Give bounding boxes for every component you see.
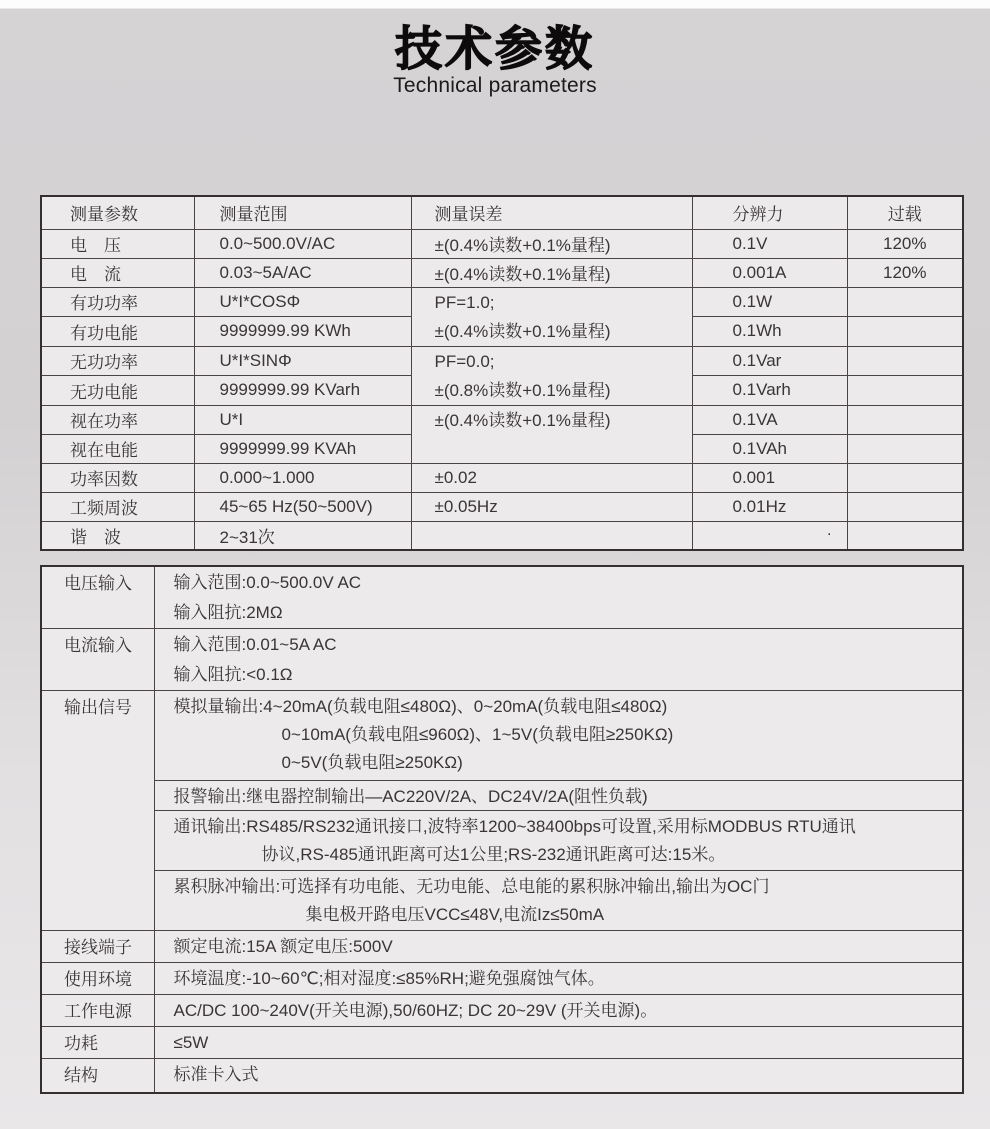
table-row-current — [41, 258, 963, 287]
param-cell: 无功电能 — [41, 376, 194, 406]
range-cell: U*I*SINΦ — [194, 346, 411, 376]
spec-row-output-signals — [41, 691, 963, 931]
range-cell: 45~65 Hz(50~500V) — [194, 492, 411, 521]
error-cell-merged-apparent: ±(0.4%读数+0.1%量程) — [411, 405, 692, 463]
resolution-cell — [692, 521, 847, 550]
spec-table — [40, 565, 964, 1094]
analog-output-subrow: 模拟量输出:4~20mA(负载电阻≤480Ω)、0~20mA(负载电阻≤480Ω) 0~10mA(负载电阻≤960Ω)、1~5V(负载电阻≥250KΩ) 0~5V(负载电阻≥250KΩ) — [173, 697, 674, 772]
column-header-error: 测量误差 — [411, 196, 692, 229]
spec-label: 结构 — [41, 1059, 154, 1093]
spec-row-power-supply — [41, 995, 963, 1027]
error-cell: ±0.02 — [411, 463, 692, 492]
spec-label: 功耗 — [41, 1027, 154, 1059]
spec-value: 额定电流:15A 额定电压:500V — [154, 931, 963, 963]
spec-value: 环境温度:-10~60℃;相对湿度:≤85%RH;避免强腐蚀气体。 — [154, 963, 963, 995]
overload-cell: 120% — [847, 229, 963, 258]
overload-cell: 120% — [847, 258, 963, 287]
page-title: 技术参数 — [395, 22, 595, 75]
overload-cell — [847, 521, 963, 550]
spec-row-power-consumption — [41, 1027, 963, 1059]
column-header-resolution: 分辨力 — [692, 196, 847, 229]
table-row-harmonics — [41, 521, 963, 550]
range-cell: U*I*COSΦ — [194, 287, 411, 317]
error-cell: ±(0.4%读数+0.1%量程) — [411, 258, 692, 287]
error-cell: ±0.05Hz — [411, 492, 692, 521]
param-cell: 工频周波 — [41, 492, 194, 521]
error-cell — [411, 521, 692, 550]
comm-output-subrow: 通讯输出:RS485/RS232通讯接口,波特率1200~38400bps可设置,采用标MODBUS RTU通讯 协议,RS-485通讯距离可达1公里;RS-232通讯距离可达:15米。 — [155, 810, 963, 870]
resolution-cell: 0.001 — [692, 463, 847, 492]
range-cell: 0.000~1.000 — [194, 463, 411, 492]
param-cell: 功率因数 — [41, 463, 194, 492]
spec-label: 电流输入 — [41, 629, 154, 691]
range-cell: 9999999.99 KWh — [194, 317, 411, 347]
resolution-cell: 0.1Varh — [692, 376, 847, 406]
param-cell: 无功功率 — [41, 346, 194, 376]
resolution-cell: 0.001A — [692, 258, 847, 287]
spec-label: 输出信号 — [41, 691, 154, 931]
spec-value: 输入范围:0.01~5A AC 输入阻抗:<0.1Ω — [154, 629, 963, 691]
column-header-overload: 过载 — [847, 196, 963, 229]
overload-cell — [847, 317, 963, 347]
table-row-reactive-power — [41, 346, 963, 376]
resolution-cell: 0.1Wh — [692, 317, 847, 347]
resolution-cell: 0.01Hz — [692, 492, 847, 521]
spec-label: 接线端子 — [41, 931, 154, 963]
param-cell: 有功电能 — [41, 317, 194, 347]
range-cell: 9999999.99 KVAh — [194, 434, 411, 463]
spec-value: 标准卡入式 — [154, 1059, 963, 1093]
overload-cell — [847, 434, 963, 463]
measurement-table — [40, 195, 964, 551]
pulse-output-subrow: 累积脉冲输出:可选择有功电能、无功电能、总电能的累积脉冲输出,输出为OC门 集电极开路电压VCC≤48V,电流Iz≤50mA — [155, 870, 963, 930]
param-cell: 视在电能 — [41, 434, 194, 463]
column-header-param: 测量参数 — [41, 196, 194, 229]
alarm-output-subrow: 报警输出:继电器控制输出—AC220V/2A、DC24V/2A(阻性负载) — [155, 780, 963, 810]
param-cell: 电 压 — [41, 229, 194, 258]
overload-cell — [847, 463, 963, 492]
column-header-range: 测量范围 — [194, 196, 411, 229]
range-cell: 0.0~500.0V/AC — [194, 229, 411, 258]
table-row-active-power — [41, 287, 963, 317]
error-cell-merged-active: PF=1.0; ±(0.4%读数+0.1%量程) — [411, 287, 692, 346]
error-cell: ±(0.4%读数+0.1%量程) — [411, 229, 692, 258]
param-cell: 有功功率 — [41, 287, 194, 317]
range-cell: U*I — [194, 405, 411, 434]
spec-row-current-input — [41, 629, 963, 691]
measurement-header-row — [41, 196, 963, 229]
resolution-cell: 0.1W — [692, 287, 847, 317]
spec-label: 工作电源 — [41, 995, 154, 1027]
resolution-cell: 0.1VA — [692, 405, 847, 434]
spec-value: ≤5W — [154, 1027, 963, 1059]
param-cell: 视在功率 — [41, 405, 194, 434]
spec-row-structure — [41, 1059, 963, 1093]
spec-row-voltage-input — [41, 566, 963, 629]
table-row-frequency — [41, 492, 963, 521]
spec-label: 电压输入 — [41, 566, 154, 629]
resolution-cell: 0.1VAh — [692, 434, 847, 463]
table-row-power-factor — [41, 463, 963, 492]
page-subtitle: Technical parameters — [393, 74, 597, 98]
table-row-apparent-power — [41, 405, 963, 434]
spec-row-environment — [41, 963, 963, 995]
param-cell: 谐 波 — [41, 521, 194, 550]
page-header — [0, 22, 990, 98]
overload-cell — [847, 405, 963, 434]
range-cell: 9999999.99 KVarh — [194, 376, 411, 406]
overload-cell — [847, 376, 963, 406]
spec-value: 输入范围:0.0~500.0V AC 输入阻抗:2MΩ — [154, 566, 963, 629]
error-cell-merged-reactive: PF=0.0; ±(0.8%读数+0.1%量程) — [411, 346, 692, 405]
resolution-cell: 0.1Var — [692, 346, 847, 376]
param-cell: 电 流 — [41, 258, 194, 287]
resolution-cell: 0.1V — [692, 229, 847, 258]
spec-value: AC/DC 100~240V(开关电源),50/60HZ; DC 20~29V (开关电源)。 — [154, 995, 963, 1027]
speck: . — [827, 522, 832, 539]
table-row-voltage — [41, 229, 963, 258]
overload-cell — [847, 346, 963, 376]
overload-cell — [847, 492, 963, 521]
spec-label: 使用环境 — [41, 963, 154, 995]
output-signal-cell — [154, 691, 963, 931]
range-cell: 0.03~5A/AC — [194, 258, 411, 287]
overload-cell — [847, 287, 963, 317]
range-cell: 2~31次 — [194, 521, 411, 550]
spec-row-terminals — [41, 931, 963, 963]
